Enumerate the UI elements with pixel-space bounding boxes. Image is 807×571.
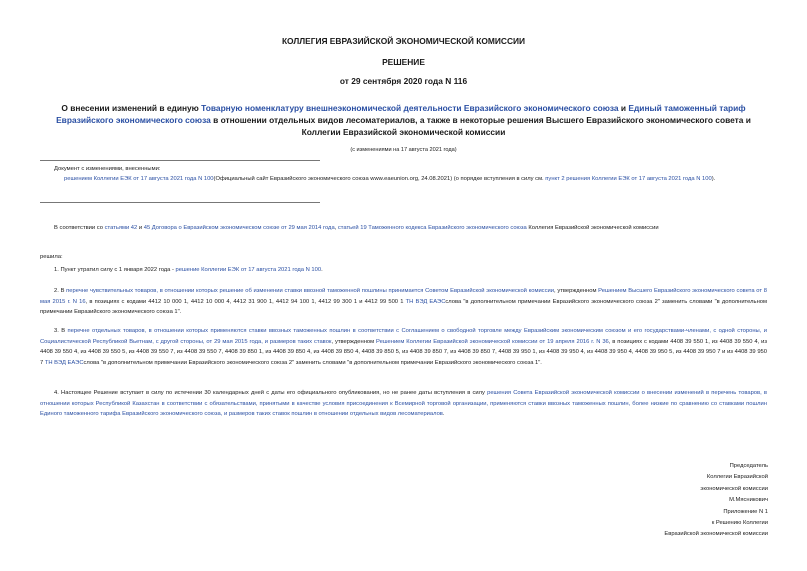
signature-block <box>664 461 768 541</box>
ett-link[interactable]: Единый таможенный тариф Евразийского экономического союза <box>56 103 746 125</box>
resolved-label: решила: <box>40 254 63 260</box>
preamble-text-4: Коллегия Евразийской экономической комиссии <box>526 225 659 231</box>
signature-line: к Решению Коллегии <box>711 520 768 527</box>
council-decision-link[interactable]: решения Совета Евразийской экономической комиссии о внесении изменений в перечень товаров, в отношении которых Республикой Казахстан в соответствии с обязательствами, принятыми в качестве условия присоединения к Всемирной торговой организации, применяются ставки ввозных таможенных пошлин, более низкие по сравнению со ставками пошлин Единого таможенного тарифа Евразийского экономического союза, и размеров таких ставок пошлин в отношении отдельных видов лесоматериалов <box>40 390 767 418</box>
customs-code-link[interactable]: статьей 19 Таможенного кодекса Евразийского экономического союза <box>337 225 527 231</box>
tnved-link[interactable]: Товарную номенклатуру внешнеэкономической деятельности Евразийского экономического союза <box>201 103 619 113</box>
signature-line: экономической комиссии <box>700 485 768 492</box>
title-prefix: О внесении изменений в единую <box>61 103 202 113</box>
treaty-link[interactable]: 45 Договора о Евразийском экономическом союзе от 29 мая 2014 года <box>143 225 335 231</box>
document-title <box>40 102 767 138</box>
signature-line: Коллегии Евразийской <box>706 474 768 481</box>
articles-42-link[interactable]: статьями 42 <box>104 225 138 231</box>
paragraph-4-end: . <box>442 411 445 418</box>
paragraph-4-text-1: 4. Настоящее Решение вступает в силу по истечении 30 календарных дней с даты его официального опубликования, но не ранее даты вступления в силу <box>54 390 488 396</box>
paragraph-1-text: 1. Пункт утратил силу с 1 января 2022 года - <box>54 267 176 273</box>
paragraph-4 <box>40 388 767 420</box>
vietnam-fta-list-link[interactable]: перечне отдельных товаров, в отношении которых применяются ставки ввозных таможенных пошлин в соответствии с Соглашением о свободной торговле между Евразийским экономическим союзом и его государствами-членами, с одной стороны, и Социалистической Республикой Вьетнам, с другой стороны, от 29 мая 2015 года, и размеров таких ставок <box>40 328 767 345</box>
signature-line: Председатель <box>729 463 768 469</box>
paragraph-1-end: . <box>321 267 323 273</box>
preamble-text-2: и <box>137 225 144 231</box>
date-number-heading: от 29 сентября 2020 года N 116 <box>339 76 468 86</box>
org-heading: КОЛЛЕГИЯ ЕВРАЗИЙСКОЙ ЭКОНОМИЧЕСКОЙ КОМИССИИ <box>281 36 526 46</box>
paragraph-1-link[interactable]: решение Коллегии ЕЭК от 17 августа 2021 года N 100 <box>175 267 322 273</box>
paragraph-3-text-4: слова "в дополнительном примечании Евразийского экономического союза 2" заменить словами "в дополнительном примечании Евразийского экономического союза 1". <box>83 359 542 366</box>
amended-note: (с изменениями на 17 августа 2021 года) <box>350 147 457 153</box>
sensitive-goods-link[interactable]: перечне чувствительных товаров, в отношении которых решение об изменении ставки ввозной таможенной пошлины принимается Советом Евразийской экономической комиссии <box>66 288 554 294</box>
paragraph-3-text-2: , утвержденном <box>331 338 377 345</box>
signature-line: М.Мясникович <box>729 497 768 504</box>
amendments-block <box>54 165 774 184</box>
amending-decision-link[interactable]: решением Коллегии ЕЭК от 17 августа 2021 года N 100 <box>64 175 214 182</box>
paragraph-2-text-4: слова "в дополнительном примечании Евразийского экономического союза 2" заменить словами "в дополнительном примечании Евразийского экономического союза 1". <box>40 298 767 316</box>
amendments-source <box>54 175 774 185</box>
preamble-text-1: В соответствии со <box>54 225 105 231</box>
paragraph-2 <box>40 286 767 318</box>
paragraph-2-text-3: , в позициях с кодами 4412 10 000 1, 4412 10 000 4, 4412 31 900 1, 4412 94 100 1, 4412 99 300 1 и 4412 99 500 1 <box>85 298 406 305</box>
preamble-text-3: , <box>334 225 338 231</box>
divider-bottom <box>40 202 320 203</box>
amendments-end: ). <box>711 175 716 182</box>
title-mid: и <box>618 103 629 113</box>
tnved-eaeu-link-2[interactable]: ТН ВЭД ЕАЭС <box>44 359 84 366</box>
signature-line: Евразийской экономической комиссии <box>664 531 768 538</box>
paragraph-3-text-1: 3. В <box>54 328 68 334</box>
paragraph-2-text-2: , утвержденном <box>553 288 599 294</box>
amendments-text: (Официальный сайт Евразийского экономического союза www.eaeunion.org, 24.08.2021) (о порядке вступления в силу см. <box>213 175 546 182</box>
preamble-paragraph <box>40 223 767 234</box>
commission-decision-36-link[interactable]: Решением Коллегии Евразийской экономической комиссии от 19 апреля 2016 г. N 36 <box>376 338 609 345</box>
title-suffix: в отношении отдельных видов лесоматериалов, а также в некоторые решения Высшего Евразийского экономического совета и Коллегии Евразийской экономической комиссии <box>210 115 751 137</box>
paragraph-2-text-1: 2. В <box>54 288 67 294</box>
entry-into-force-link[interactable]: пункт 2 решения Коллегии ЕЭК от 17 августа 2021 года N 100 <box>545 175 712 182</box>
paragraph-1 <box>54 265 767 276</box>
paragraph-3-text-3: , в позициях с кодами 4408 39 550 1, из 4408 39 550 4, из 4408 39 550 4, из 4408 39 550 5, из 4408 39 550 7, из 4408 39 550 7, 4408 39 850 1, из 4408 39 850 4, из 4408 39 850 4, 4408 39 850 5, из 4408 39 850 7, из 4408 39 850 7, 4408 39 950 1, из 4408 39 950 4, из 4408 39 950 4, 4408 39 950 5, из 4408 39 950 7 и из 4408 39 950 7 <box>40 338 767 366</box>
supreme-council-decision-link[interactable]: Решением Высшего Евразийского экономического совета от 8 мая 2015 г. N 16 <box>40 288 767 305</box>
tnved-eaeu-link[interactable]: ТН ВЭД ЕАЭС <box>405 298 446 305</box>
signature-line: Приложение N 1 <box>723 508 768 515</box>
divider-top <box>40 160 320 161</box>
paragraph-3 <box>40 326 767 368</box>
doc-type-heading: РЕШЕНИЕ <box>382 57 425 67</box>
amendments-intro: Документ с изменениями, внесенными: <box>54 166 161 172</box>
